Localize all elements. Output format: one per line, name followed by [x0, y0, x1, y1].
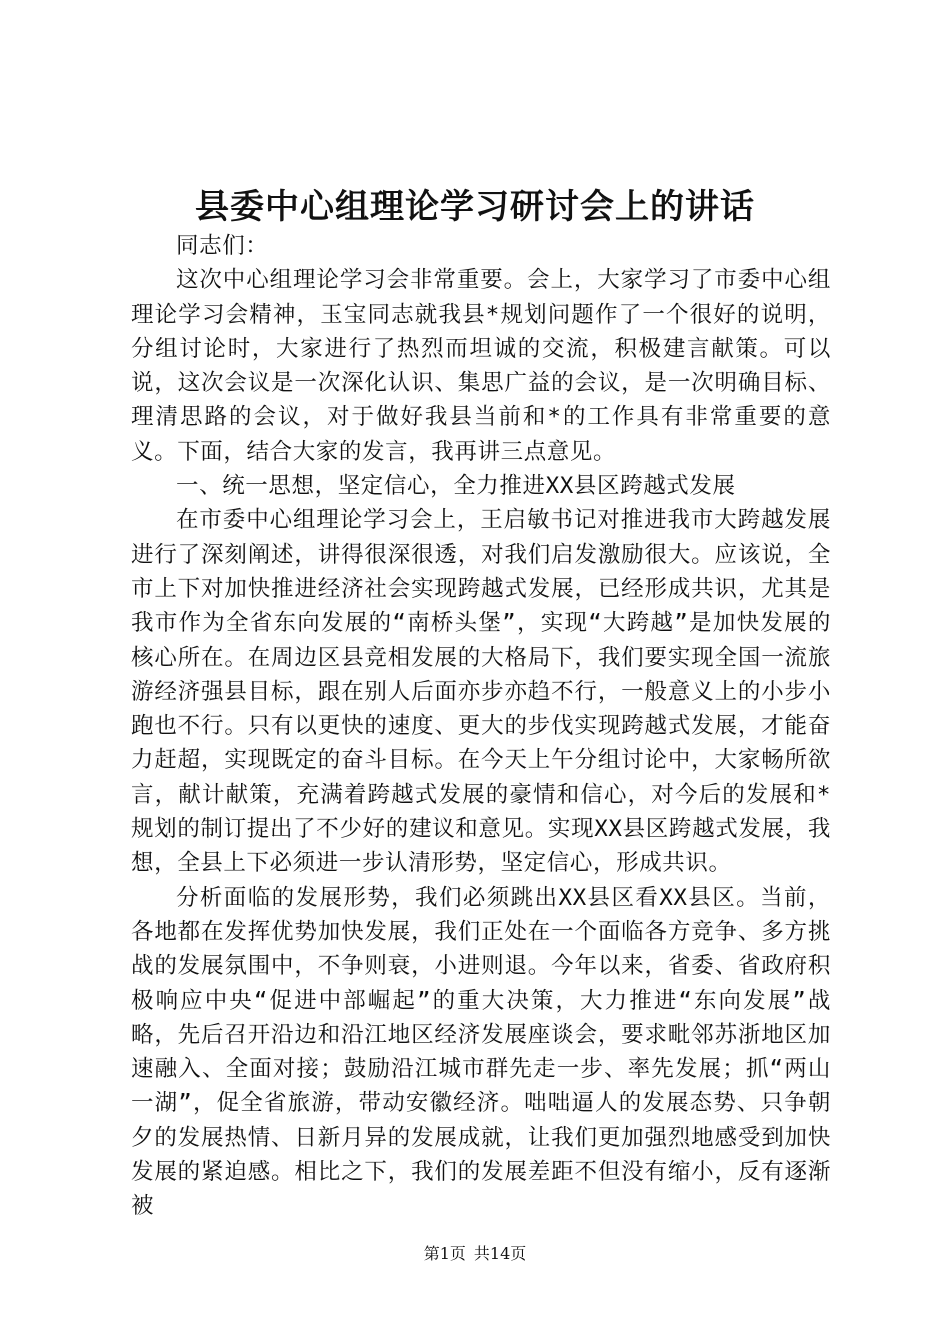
- page-footer: [0, 1242, 950, 1266]
- paragraph-intro: 这次中心组理论学习会非常重要。会上，大家学习了市委中心组理论学习会精神，玉宝同志就我县*规划问题作了一个很好的说明，分组讨论时，大家进行了热烈而坦诚的交流，积极建言献策。可以说，这次会议是一次深化认识、集思广益的会议，是一次明确目标、理清思路的会议，对于做好我县当前和*的工作具有非常重要的意义。下面，结合大家的发言，我再讲三点意见。: [131, 267, 831, 465]
- document-title: 县委中心组理论学习研讨会上的讲话: [195, 187, 755, 227]
- page-total: 共14页: [473, 1244, 527, 1263]
- section-heading-1: 一、统一思想，坚定信心，全力推进XX县区跨越式发展: [176, 473, 736, 500]
- page-number: 第1页: [423, 1244, 466, 1263]
- salutation: 同志们：: [176, 233, 269, 259]
- document-body: [131, 229, 831, 1224]
- paragraph-section-1: 在市委中心组理论学习会上，王启敏书记对推进我市大跨越发展进行了深刻阐述，讲得很深很透，对我们启发激励很大。应该说，全市上下对加快推进经济社会实现跨越式发展，已经形成共识，尤其是我市作为全省东向发展的“南桥头堡”，实现“大跨越”是加快发展的核心所在。在周边区县竞相发展的大格局下，我们要实现全国一流旅游经济强县目标，跟在别人后面亦步亦趋不行，一般意义上的小步小跑也不行。只有以更快的速度、更大的步伐实现跨越式发展，才能奋力赶超，实现既定的奋斗目标。在今天上午分组讨论中，大家畅所欲言，献计献策，充满着跨越式发展的豪情和信心，对今后的发展和*规划的制订提出了不少好的建议和意见。实现XX县区跨越式发展，我想，全县上下必须进一步认清形势，坚定信心，形成共识。: [131, 507, 831, 877]
- paragraph-development-situation: 分析面临的发展形势，我们必须跳出XX县区看XX县区。当前，各地都在发挥优势加快发展，我们正处在一个面临各方竞争、多方挑战的发展氛围中，不争则衰，小进则退。今年以来，省委、省政府积极响应中央“促进中部崛起”的重大决策，大力推进“东向发展”战略，先后召开沿边和沿江地区经济发展座谈会，要求毗邻苏浙地区加速融入、全面对接；鼓励沿江城市群先走一步、率先发展；抓“两山一湖”，促全省旅游，带动安徽经济。咄咄逼人的发展态势、只争朝夕的发展热情、日新月异的发展成就，让我们更加强烈地感受到加快发展的紧迫感。相比之下，我们的发展差距不但没有缩小，反有逐渐被: [131, 884, 831, 1220]
